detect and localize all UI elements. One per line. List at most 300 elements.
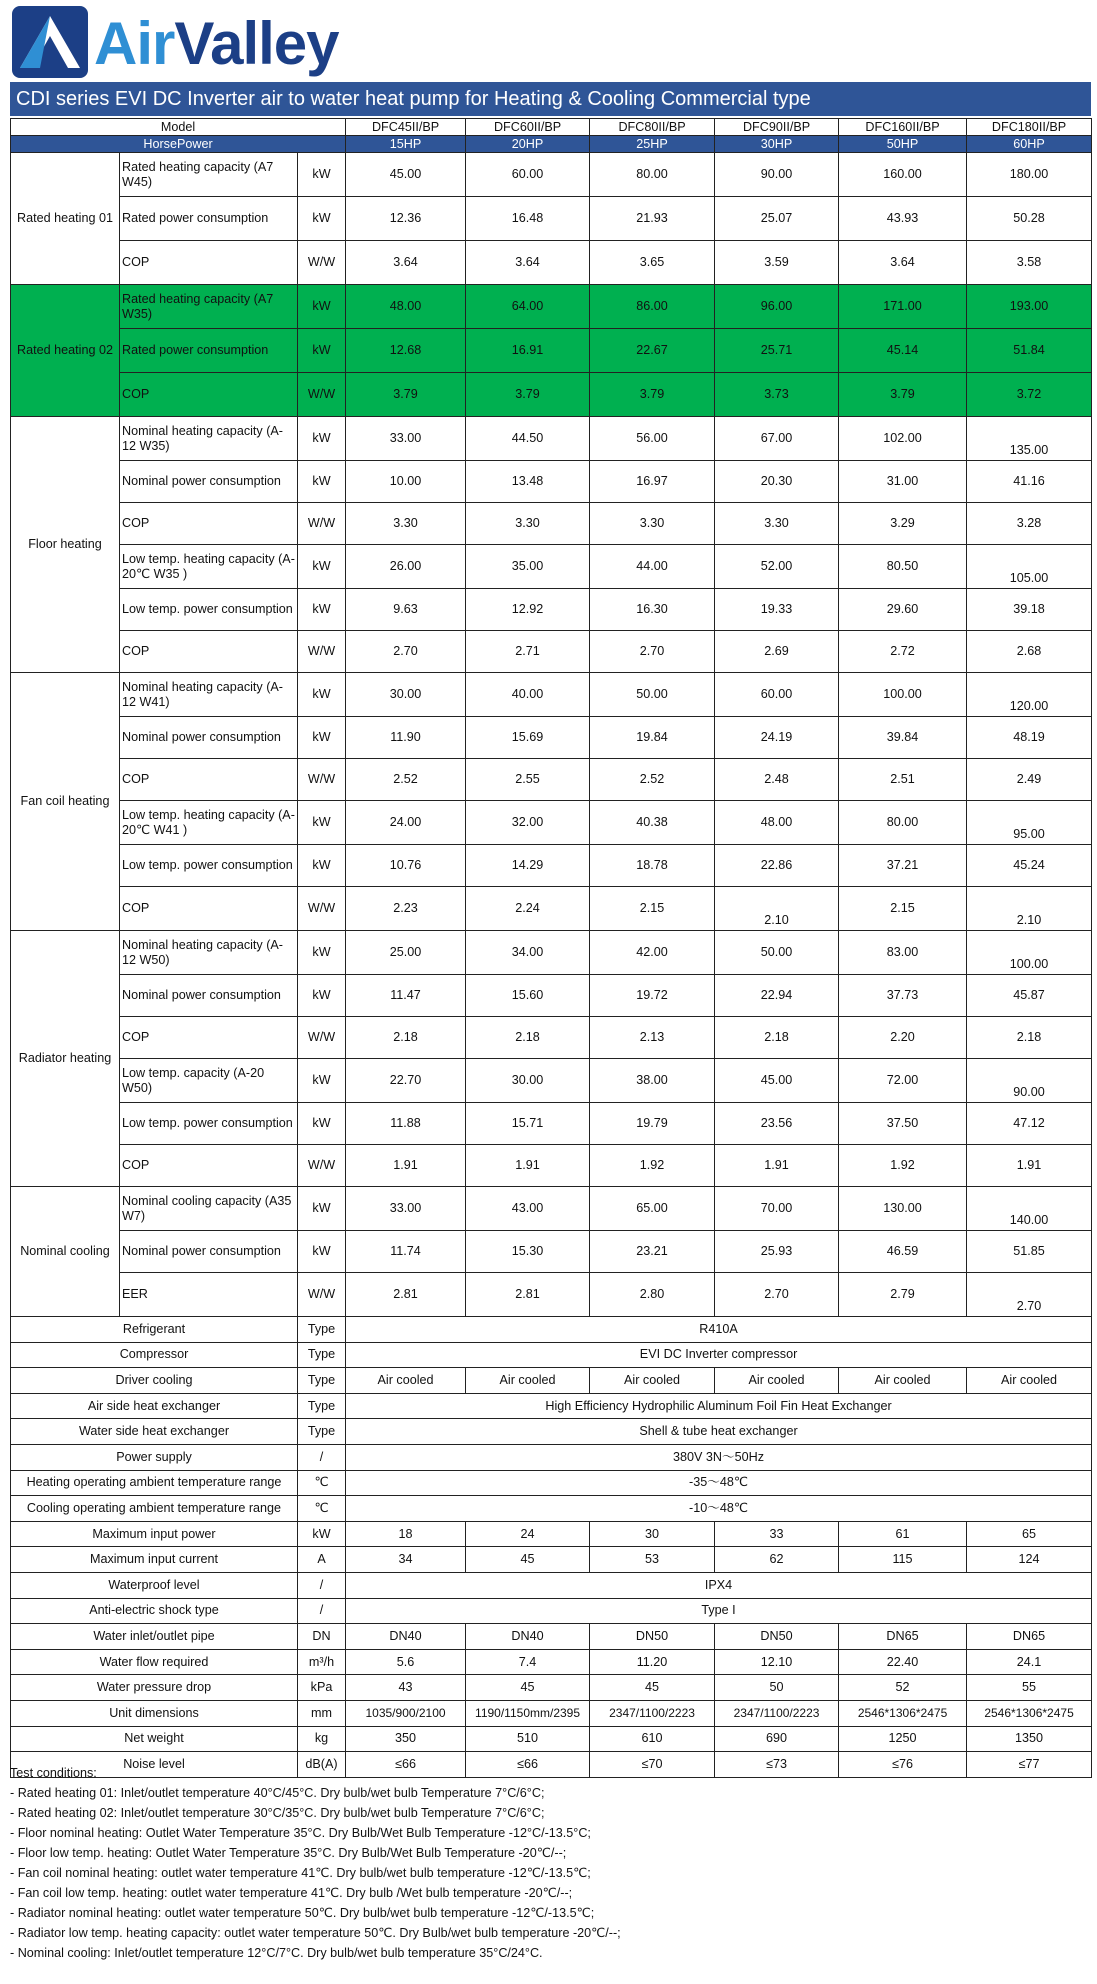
table-row [11,153,1092,197]
value-cell: 25.93 [715,1231,839,1273]
value-cell: 60.00 [715,673,839,717]
parameter-label: Low temp. power consumption [120,589,298,631]
unit-cell: kW [298,801,346,845]
spec-value: 50 [715,1675,839,1701]
parameter-label: Nominal cooling capacity (A35 W7) [120,1187,298,1231]
table-row [11,241,1092,285]
parameter-label: Rated heating capacity (A7 W45) [120,153,298,197]
test-condition-line: Test conditions: [10,1766,97,1780]
unit-cell: kg [298,1726,346,1752]
value-cell: 31.00 [839,461,967,503]
table-row [11,285,1092,329]
spec-value: Shell & tube heat exchanger [346,1419,1092,1445]
spec-value: 124 [967,1547,1092,1573]
table-row [11,1231,1092,1273]
unit-cell: kW [298,975,346,1017]
value-cell: 2.71 [466,631,590,673]
test-conditions [10,1763,1091,1963]
spec-value: Type I [346,1598,1092,1624]
parameter-label: Rated power consumption [120,329,298,373]
value-cell: 96.00 [715,285,839,329]
value-cell: 3.79 [466,373,590,417]
value-cell: 11.47 [346,975,466,1017]
model-name: DFC45II/BP [346,119,466,136]
spec-value: ≤76 [839,1752,967,1778]
horsepower-value: 20HP [466,136,590,153]
value-cell: 3.58 [967,241,1092,285]
value-cell: 180.00 [967,153,1092,197]
value-cell: 2.10 [967,887,1092,931]
value-cell: 37.21 [839,845,967,887]
test-condition-line: - Rated heating 01: Inlet/outlet temperature 40°C/45°C. Dry bulb/wet bulb Temperature 7°C/6°C; [10,1786,545,1800]
value-cell: 10.00 [346,461,466,503]
value-cell: 16.30 [590,589,715,631]
value-cell: 2.52 [346,759,466,801]
table-row [11,589,1092,631]
value-cell: 2.70 [967,1273,1092,1317]
value-cell: 41.16 [967,461,1092,503]
table-row [11,1017,1092,1059]
value-cell: 48.19 [967,717,1092,759]
spec-value: 45 [590,1675,715,1701]
value-cell: 1.91 [967,1145,1092,1187]
parameter-label: Nominal power consumption [120,975,298,1017]
value-cell: 20.30 [715,461,839,503]
spec-row [11,1700,1092,1726]
value-cell: 45.87 [967,975,1092,1017]
spec-value: DN65 [967,1624,1092,1650]
spec-label: Driver cooling [11,1368,298,1394]
parameter-label: COP [120,1017,298,1059]
spec-table [10,118,1092,1778]
spec-value: 1035/900/2100 [346,1700,466,1726]
value-cell: 12.36 [346,197,466,241]
table-row [11,503,1092,545]
spec-row [11,1317,1092,1343]
unit-cell: kW [298,1187,346,1231]
spec-value: 5.6 [346,1649,466,1675]
spec-row [11,1342,1092,1368]
spec-label: Air side heat exchanger [11,1393,298,1419]
value-cell: 12.68 [346,329,466,373]
unit-cell: kW [298,1231,346,1273]
value-cell: 130.00 [839,1187,967,1231]
spec-value: 11.20 [590,1649,715,1675]
table-row [11,373,1092,417]
value-cell: 90.00 [967,1059,1092,1103]
value-cell: 39.18 [967,589,1092,631]
table-row [11,931,1092,975]
horsepower-value: 25HP [590,136,715,153]
parameter-label: Nominal power consumption [120,717,298,759]
logo-mark-icon [12,6,88,78]
unit-cell: Type [298,1342,346,1368]
value-cell: 2.24 [466,887,590,931]
table-row [11,1187,1092,1231]
horsepower-row [11,136,1092,153]
parameter-label: Low temp. power consumption [120,1103,298,1145]
value-cell: 19.33 [715,589,839,631]
value-cell: 50.00 [590,673,715,717]
unit-cell: / [298,1572,346,1598]
value-cell: 3.64 [466,241,590,285]
value-cell: 120.00 [967,673,1092,717]
value-cell: 3.30 [590,503,715,545]
value-cell: 3.29 [839,503,967,545]
table-row [11,673,1092,717]
unit-cell: kW [298,845,346,887]
spec-value: 62 [715,1547,839,1573]
spec-row [11,1393,1092,1419]
spec-value: 43 [346,1675,466,1701]
table-row [11,759,1092,801]
value-cell: 2.49 [967,759,1092,801]
table-row [11,1273,1092,1317]
spec-value: 30 [590,1521,715,1547]
spec-row [11,1547,1092,1573]
test-condition-line: - Radiator low temp. heating capacity: outlet water temperature 50℃. Dry Bulb/wet bulb temperature -20℃/--; [10,1926,621,1940]
value-cell: 2.72 [839,631,967,673]
parameter-label: COP [120,373,298,417]
spec-row [11,1598,1092,1624]
unit-cell: W/W [298,1017,346,1059]
value-cell: 44.50 [466,417,590,461]
unit-cell: kW [298,589,346,631]
spec-value: 45 [466,1675,590,1701]
model-name: DFC160II/BP [839,119,967,136]
value-cell: 19.79 [590,1103,715,1145]
test-condition-line: - Radiator nominal heating: outlet water temperature 50℃. Dry bulb/wet bulb temperature -12℃/-13.5℃; [10,1906,595,1920]
spec-value: 24.1 [967,1649,1092,1675]
parameter-label: Rated power consumption [120,197,298,241]
value-cell: 3.79 [839,373,967,417]
value-cell: 2.70 [715,1273,839,1317]
unit-cell: W/W [298,373,346,417]
spec-value: DN40 [466,1624,590,1650]
value-cell: 1.91 [466,1145,590,1187]
spec-value: 33 [715,1521,839,1547]
parameter-label: Low temp. heating capacity (A-20℃ W41 ) [120,801,298,845]
spec-value: High Efficiency Hydrophilic Aluminum Foil Fin Heat Exchanger [346,1393,1092,1419]
value-cell: 3.59 [715,241,839,285]
spec-row [11,1470,1092,1496]
value-cell: 2.81 [346,1273,466,1317]
airvalley-logo [12,6,339,78]
value-cell: 3.72 [967,373,1092,417]
value-cell: 2.51 [839,759,967,801]
spec-value: -35～48℃ [346,1470,1092,1496]
value-cell: 64.00 [466,285,590,329]
value-cell: 37.73 [839,975,967,1017]
test-condition-line: - Floor low temp. heating: Outlet Water Temperature 35°C. Dry Bulb/Wet Bulb Temperature -20℃/--; [10,1846,567,1860]
unit-cell: kW [298,417,346,461]
spec-row [11,1649,1092,1675]
unit-cell: W/W [298,503,346,545]
value-cell: 11.90 [346,717,466,759]
value-cell: 15.71 [466,1103,590,1145]
parameter-label: COP [120,503,298,545]
unit-cell: kW [298,1059,346,1103]
value-cell: 3.28 [967,503,1092,545]
value-cell: 37.50 [839,1103,967,1145]
horsepower-value: 50HP [839,136,967,153]
group-label: Floor heating [11,417,120,673]
value-cell: 45.24 [967,845,1092,887]
value-cell: 1.91 [346,1145,466,1187]
spec-value: 55 [967,1675,1092,1701]
value-cell: 50.28 [967,197,1092,241]
value-cell: 2.18 [346,1017,466,1059]
table-row [11,801,1092,845]
horsepower-value: 60HP [967,136,1092,153]
value-cell: 3.79 [590,373,715,417]
test-condition-line: - Fan coil nominal heating: outlet water temperature 41℃. Dry bulb/wet bulb temperature -12℃/-13.5℃; [10,1866,591,1880]
value-cell: 11.88 [346,1103,466,1145]
spec-label: Waterproof level [11,1572,298,1598]
spec-row [11,1726,1092,1752]
parameter-label: Rated heating capacity (A7 W35) [120,285,298,329]
group-label: Rated heating 02 [11,285,120,417]
spec-value: 12.10 [715,1649,839,1675]
table-row [11,1103,1092,1145]
value-cell: 30.00 [346,673,466,717]
spec-row [11,1444,1092,1470]
value-cell: 140.00 [967,1187,1092,1231]
unit-cell: kW [298,717,346,759]
value-cell: 33.00 [346,417,466,461]
value-cell: 102.00 [839,417,967,461]
value-cell: 16.48 [466,197,590,241]
group-label: Nominal cooling [11,1187,120,1317]
value-cell: 83.00 [839,931,967,975]
spec-value: Air cooled [967,1368,1092,1394]
spec-label: Net weight [11,1726,298,1752]
spec-label: Refrigerant [11,1317,298,1343]
table-row [11,975,1092,1017]
value-cell: 22.70 [346,1059,466,1103]
spec-value: 2347/1100/2223 [590,1700,715,1726]
value-cell: 2.18 [715,1017,839,1059]
value-cell: 3.79 [346,373,466,417]
value-cell: 23.56 [715,1103,839,1145]
parameter-label: COP [120,1145,298,1187]
value-cell: 65.00 [590,1187,715,1231]
spec-value: 115 [839,1547,967,1573]
value-cell: 45.00 [715,1059,839,1103]
spec-value: R410A [346,1317,1092,1343]
value-cell: 52.00 [715,545,839,589]
unit-cell: ℃ [298,1496,346,1522]
value-cell: 32.00 [466,801,590,845]
unit-cell: / [298,1444,346,1470]
value-cell: 135.00 [967,417,1092,461]
value-cell: 2.70 [346,631,466,673]
spec-row [11,1572,1092,1598]
spec-row [11,1624,1092,1650]
value-cell: 9.63 [346,589,466,631]
value-cell: 70.00 [715,1187,839,1231]
unit-cell: / [298,1598,346,1624]
model-name: DFC80II/BP [590,119,715,136]
unit-cell: W/W [298,1145,346,1187]
unit-cell: kW [298,931,346,975]
spec-value: 1350 [967,1726,1092,1752]
parameter-label: Low temp. power consumption [120,845,298,887]
spec-value: 610 [590,1726,715,1752]
unit-cell: kPa [298,1675,346,1701]
spec-row [11,1419,1092,1445]
unit-cell: kW [298,673,346,717]
parameter-label: Nominal power consumption [120,1231,298,1273]
table-row [11,329,1092,373]
value-cell: 2.15 [839,887,967,931]
spec-value: 65 [967,1521,1092,1547]
table-row [11,887,1092,931]
spec-label: Heating operating ambient temperature range [11,1470,298,1496]
spec-label: Power supply [11,1444,298,1470]
value-cell: 16.91 [466,329,590,373]
value-cell: 3.30 [715,503,839,545]
spec-value: 350 [346,1726,466,1752]
page-title: CDI series EVI DC Inverter air to water heat pump for Heating & Cooling Commercial type [10,82,1091,116]
value-cell: 48.00 [715,801,839,845]
value-cell: 193.00 [967,285,1092,329]
value-cell: 51.85 [967,1231,1092,1273]
unit-cell: Type [298,1393,346,1419]
value-cell: 95.00 [967,801,1092,845]
spec-value: EVI DC Inverter compressor [346,1342,1092,1368]
parameter-label: Low temp. heating capacity (A-20℃ W35 ) [120,545,298,589]
value-cell: 1.91 [715,1145,839,1187]
unit-cell: W/W [298,887,346,931]
spec-value: 2546*1306*2475 [839,1700,967,1726]
spec-label: Water flow required [11,1649,298,1675]
table-row [11,1059,1092,1103]
value-cell: 3.64 [346,241,466,285]
value-cell: 171.00 [839,285,967,329]
spec-value: 22.40 [839,1649,967,1675]
unit-cell: W/W [298,631,346,673]
parameter-label: COP [120,631,298,673]
table-row [11,417,1092,461]
value-cell: 22.86 [715,845,839,887]
unit-cell: W/W [298,759,346,801]
spec-label: Water inlet/outlet pipe [11,1624,298,1650]
value-cell: 47.12 [967,1103,1092,1145]
value-cell: 2.18 [466,1017,590,1059]
unit-cell: kW [298,1521,346,1547]
spec-value: Air cooled [346,1368,466,1394]
value-cell: 10.76 [346,845,466,887]
spec-label: Compressor [11,1342,298,1368]
parameter-label: Low temp. capacity (A-20 W50) [120,1059,298,1103]
spec-value: DN50 [715,1624,839,1650]
value-cell: 3.65 [590,241,715,285]
unit-cell: W/W [298,1273,346,1317]
spec-value: 18 [346,1521,466,1547]
value-cell: 100.00 [967,931,1092,975]
value-cell: 2.70 [590,631,715,673]
spec-value: DN65 [839,1624,967,1650]
value-cell: 21.93 [590,197,715,241]
spec-value: 34 [346,1547,466,1573]
value-cell: 23.21 [590,1231,715,1273]
value-cell: 46.59 [839,1231,967,1273]
value-cell: 100.00 [839,673,967,717]
value-cell: 48.00 [346,285,466,329]
value-cell: 33.00 [346,1187,466,1231]
value-cell: 3.64 [839,241,967,285]
value-cell: 25.71 [715,329,839,373]
parameter-label: EER [120,1273,298,1317]
group-label: Rated heating 01 [11,153,120,285]
test-condition-line: - Rated heating 02: Inlet/outlet temperature 30°C/35°C. Dry bulb/wet bulb Temperature 7°C/6°C; [10,1806,545,1820]
spec-label: Unit dimensions [11,1700,298,1726]
unit-cell: Type [298,1368,346,1394]
spec-row [11,1496,1092,1522]
spec-value: ≤66 [346,1752,466,1778]
value-cell: 25.00 [346,931,466,975]
value-cell: 26.00 [346,545,466,589]
unit-cell: kW [298,329,346,373]
unit-cell: kW [298,197,346,241]
parameter-label: Nominal heating capacity (A-12 W50) [120,931,298,975]
value-cell: 24.19 [715,717,839,759]
spec-value: 380V 3N～50Hz [346,1444,1092,1470]
value-cell: 43.00 [466,1187,590,1231]
unit-cell: A [298,1547,346,1573]
spec-value: 45 [466,1547,590,1573]
spec-label: Cooling operating ambient temperature range [11,1496,298,1522]
unit-cell: kW [298,545,346,589]
value-cell: 43.93 [839,197,967,241]
value-cell: 105.00 [967,545,1092,589]
value-cell: 34.00 [466,931,590,975]
unit-cell: kW [298,461,346,503]
spec-value: ≤66 [466,1752,590,1778]
value-cell: 42.00 [590,931,715,975]
spec-value: ≤70 [590,1752,715,1778]
parameter-label: Nominal heating capacity (A-12 W35) [120,417,298,461]
value-cell: 22.67 [590,329,715,373]
value-cell: 80.00 [839,801,967,845]
value-cell: 160.00 [839,153,967,197]
spec-value: Air cooled [590,1368,715,1394]
value-cell: 3.30 [466,503,590,545]
spec-value: Air cooled [715,1368,839,1394]
spec-value: Air cooled [839,1368,967,1394]
test-condition-line: - Floor nominal heating: Outlet Water Temperature 35°C. Dry Bulb/Wet Bulb Temperature -12°C/-13.5°C; [10,1826,591,1840]
value-cell: 2.52 [590,759,715,801]
spec-value: DN40 [346,1624,466,1650]
spec-value: 2546*1306*2475 [967,1700,1092,1726]
value-cell: 2.13 [590,1017,715,1059]
value-cell: 2.48 [715,759,839,801]
unit-cell: dB(A) [298,1752,346,1778]
table-row [11,461,1092,503]
spec-label: Water side heat exchanger [11,1419,298,1445]
unit-cell: kW [298,153,346,197]
value-cell: 45.00 [346,153,466,197]
value-cell: 90.00 [715,153,839,197]
model-name: DFC180II/BP [967,119,1092,136]
spec-row [11,1675,1092,1701]
spec-label: Maximum input current [11,1547,298,1573]
unit-cell: W/W [298,241,346,285]
spec-value: 52 [839,1675,967,1701]
value-cell: 12.92 [466,589,590,631]
value-cell: 13.48 [466,461,590,503]
